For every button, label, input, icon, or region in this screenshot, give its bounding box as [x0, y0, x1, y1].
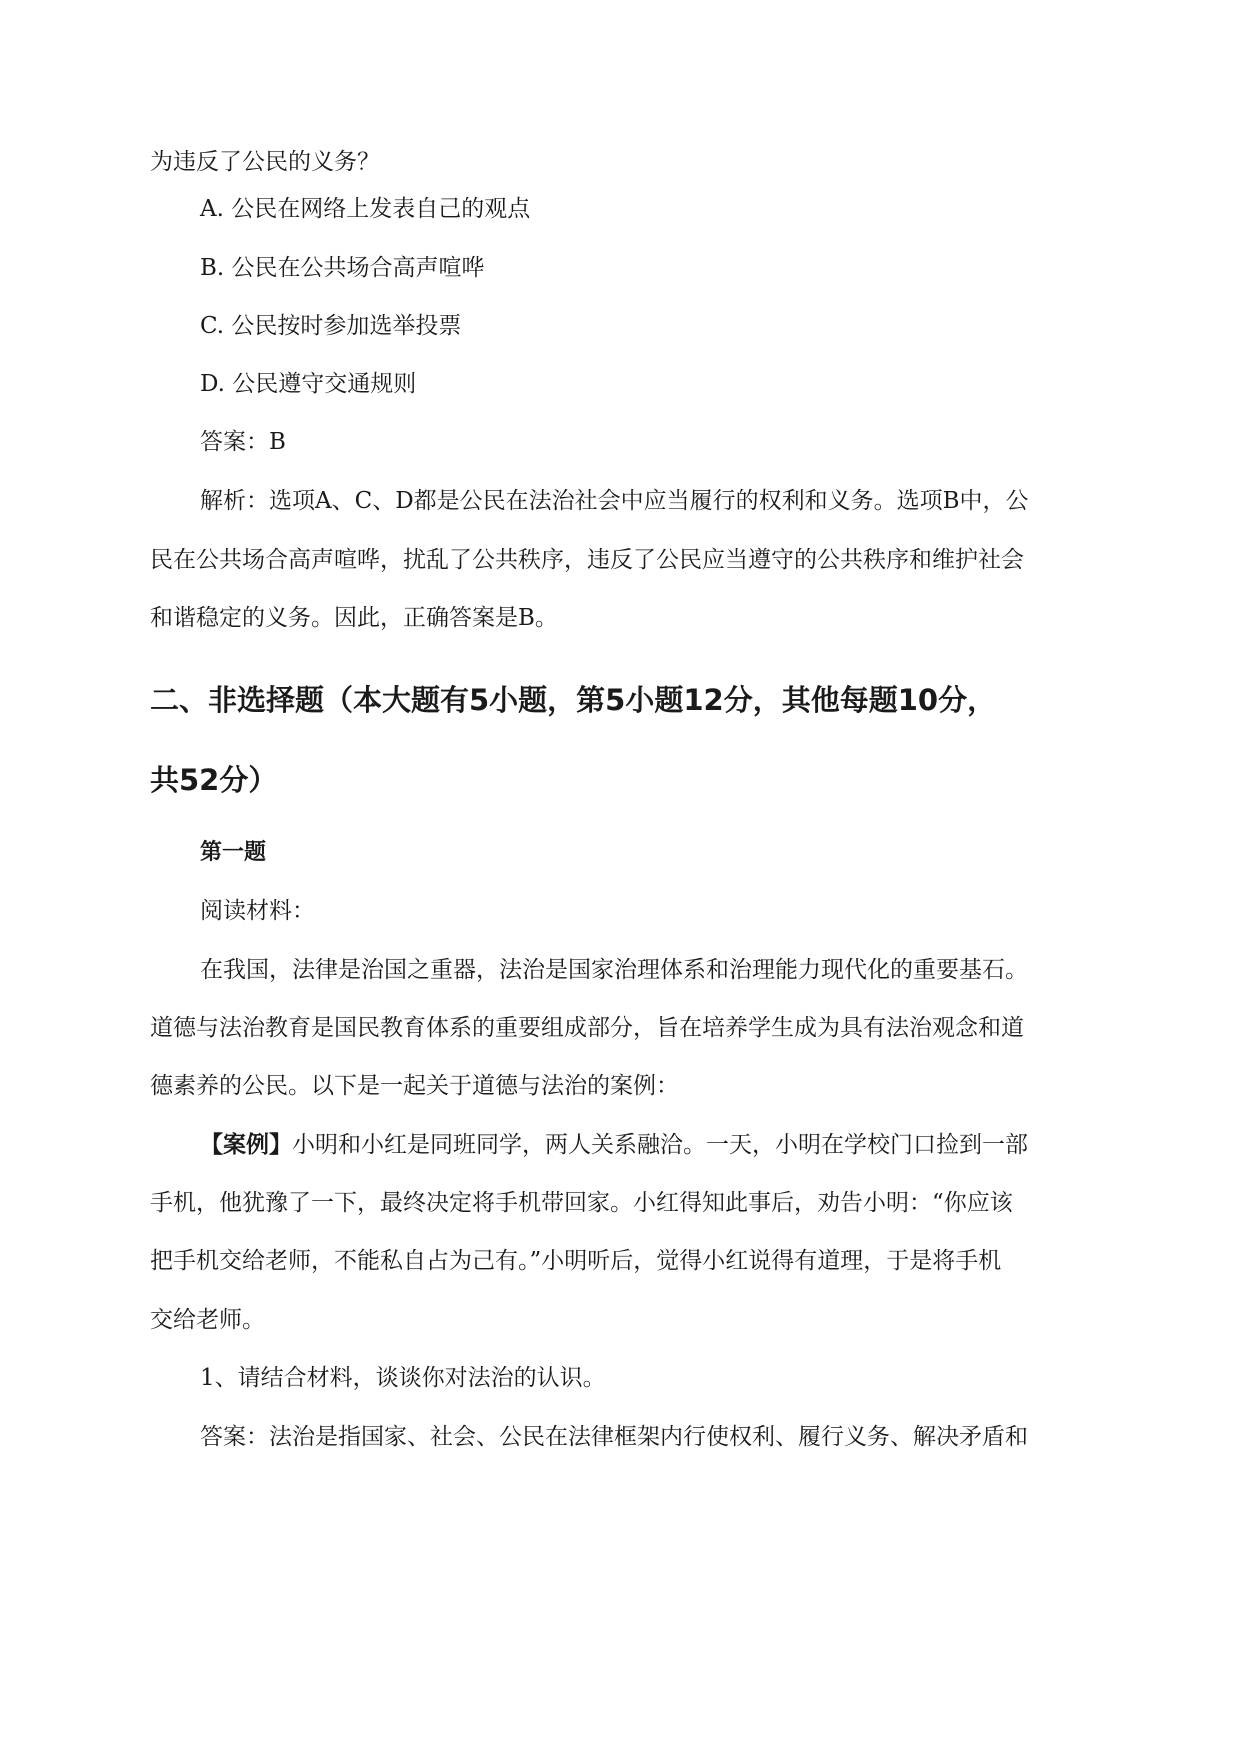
case-tag: 【案例】: [200, 1131, 292, 1158]
case-line-4: 交给老师。: [150, 1307, 265, 1333]
sub-question-1: 1、请结合材料，谈谈你对法治的认识。: [200, 1365, 606, 1391]
case-line-3: 把手机交给老师，不能私自占为己有。”小明听后，觉得小红说得有道理，于是将手机: [150, 1248, 1002, 1274]
read-material-label: 阅读材料：: [200, 898, 315, 924]
material-line-1: 在我国，法律是治国之重器，法治是国家治理体系和治理能力现代化的重要基石。: [200, 957, 1028, 983]
option-d: D. 公民遵守交通规则: [200, 371, 417, 397]
question-title: 第一题: [200, 840, 267, 865]
option-b: B. 公民在公共场合高声喧哗: [200, 255, 485, 281]
case-text-1: 小明和小红是同班同学，两人关系融洽。一天，小明在学校门口捡到一部: [292, 1132, 1028, 1158]
answer-line-q1: 答案：法治是指国家、社会、公民在法律框架内行使权利、履行义务、解决矛盾和: [200, 1424, 1028, 1450]
option-c: C. 公民按时参加选举投票: [200, 313, 462, 339]
material-line-2: 道德与法治教育是国民教育体系的重要组成部分，旨在培养学生成为具有法治观念和道: [150, 1015, 1024, 1041]
answer-line: 答案：B: [200, 429, 286, 455]
analysis-line-1: 解析：选项A、C、D都是公民在法治社会中应当履行的权利和义务。选项B中，公: [200, 488, 1029, 514]
option-a: A. 公民在网络上发表自己的观点: [200, 196, 531, 222]
case-line-1: [200, 1130, 1028, 1160]
analysis-line-3: 和谐稳定的义务。因此，正确答案是B。: [150, 605, 558, 631]
material-line-3: 德素养的公民。以下是一起关于道德与法治的案例：: [150, 1073, 679, 1099]
case-line-2: 手机，他犹豫了一下，最终决定将手机带回家。小红得知此事后，劝告小明：“你应该: [150, 1190, 1013, 1216]
section-heading-line-1: 二、非选择题（本大题有5小题，第5小题12分，其他每题10分，: [150, 683, 997, 717]
section-heading-line-2: 共52分）: [150, 763, 278, 797]
analysis-line-2: 民在公共场合高声喧哗，扰乱了公共秩序，违反了公民应当遵守的公共秩序和维护社会: [150, 547, 1024, 573]
question-stem-tail: 为违反了公民的义务？: [150, 149, 380, 175]
